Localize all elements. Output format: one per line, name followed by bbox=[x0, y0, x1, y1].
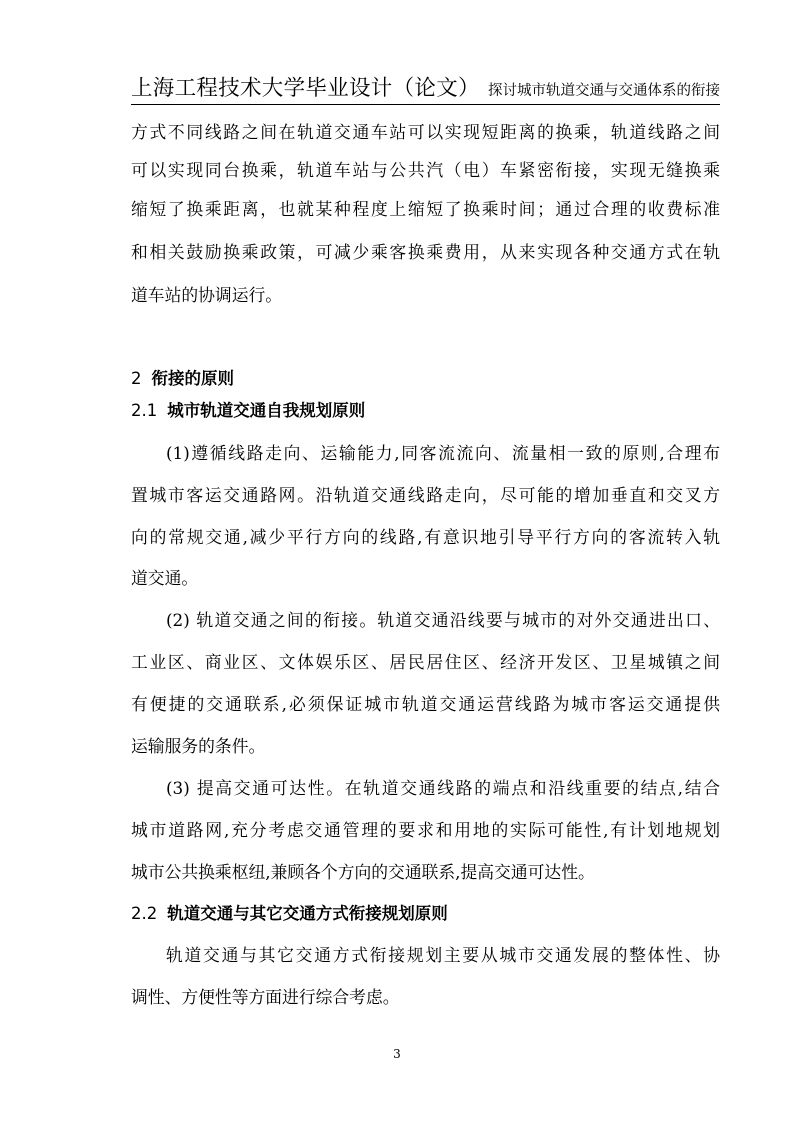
paragraph-line: (2) 轨道交通之间的衔接。轨道交通沿线要与城市的对外交通进出口、 bbox=[166, 610, 720, 630]
subsection-heading bbox=[131, 902, 448, 926]
header-subtitle: 探讨城市轨道交通与交通体系的衔接 bbox=[488, 83, 720, 99]
section-heading bbox=[131, 367, 234, 391]
paragraph-line: 道车站的协调运行。 bbox=[131, 285, 283, 305]
section-number: 2 bbox=[131, 369, 142, 388]
header-rule bbox=[131, 104, 720, 105]
paragraph-line: 道交通。 bbox=[131, 568, 199, 588]
paragraph-line: 方式不同线路之间在轨道交通车站可以实现短距离的换乘，轨道线路之间 bbox=[131, 122, 720, 142]
paragraph-line: 向的常规交通,减少平行方向的线路,有意识地引导平行方向的客流转入轨 bbox=[131, 527, 720, 547]
paragraph-line: 置城市客运交通路网。沿轨道交通线路走向，尽可能的增加垂直和交叉方 bbox=[131, 485, 720, 505]
section-title: 衔接的原则 bbox=[151, 369, 234, 388]
header-title: 上海工程技术大学毕业设计（论文） bbox=[131, 76, 480, 101]
paragraph-line: 可以实现同台换乘，轨道车站与公共汽（电）车紧密衔接，实现无缝换乘 bbox=[131, 160, 720, 180]
subsection-number: 2.2 bbox=[131, 904, 158, 923]
paragraph-line: 缩短了换乘距离，也就某种程度上缩短了换乘时间；通过合理的收费标准 bbox=[131, 199, 720, 219]
paragraph-line: 城市道路网,充分考虑交通管理的要求和用地的实际可能性,有计划地规划 bbox=[131, 820, 720, 840]
paragraph-line: (3) 提高交通可达性。在轨道交通线路的端点和沿线重要的结点,结合 bbox=[166, 778, 720, 798]
paragraph-line: 调性、方便性等方面进行综合考虑。 bbox=[131, 987, 400, 1007]
paragraph-line: 工业区、商业区、文体娱乐区、居民居住区、经济开发区、卫星城镇之间 bbox=[131, 652, 720, 672]
paragraph-line: 城市公共换乘枢纽,兼顾各个方向的交通联系,提高交通可达性。 bbox=[131, 862, 595, 882]
page-header bbox=[131, 74, 720, 104]
subsection-title: 轨道交通与其它交通方式衔接规划原则 bbox=[167, 904, 448, 923]
subsection-title: 城市轨道交通自我规划原则 bbox=[167, 401, 366, 420]
subsection-heading bbox=[131, 399, 365, 423]
paragraph-line: 运输服务的条件。 bbox=[131, 736, 266, 756]
paragraph-line: 有便捷的交通联系,必须保证城市轨道交通运营线路为城市客运交通提供 bbox=[131, 694, 720, 714]
subsection-number: 2.1 bbox=[131, 401, 158, 420]
paragraph-line: 轨道交通与其它交通方式衔接规划主要从城市交通发展的整体性、协 bbox=[166, 945, 720, 965]
page-number: 3 bbox=[393, 1047, 401, 1061]
paragraph-line: (1)遵循线路走向、运输能力,同客流流向、流量相一致的原则,合理布 bbox=[166, 443, 720, 463]
paragraph-line: 和相关鼓励换乘政策，可减少乘客换乘费用，从来实现各种交通方式在轨 bbox=[131, 242, 720, 262]
